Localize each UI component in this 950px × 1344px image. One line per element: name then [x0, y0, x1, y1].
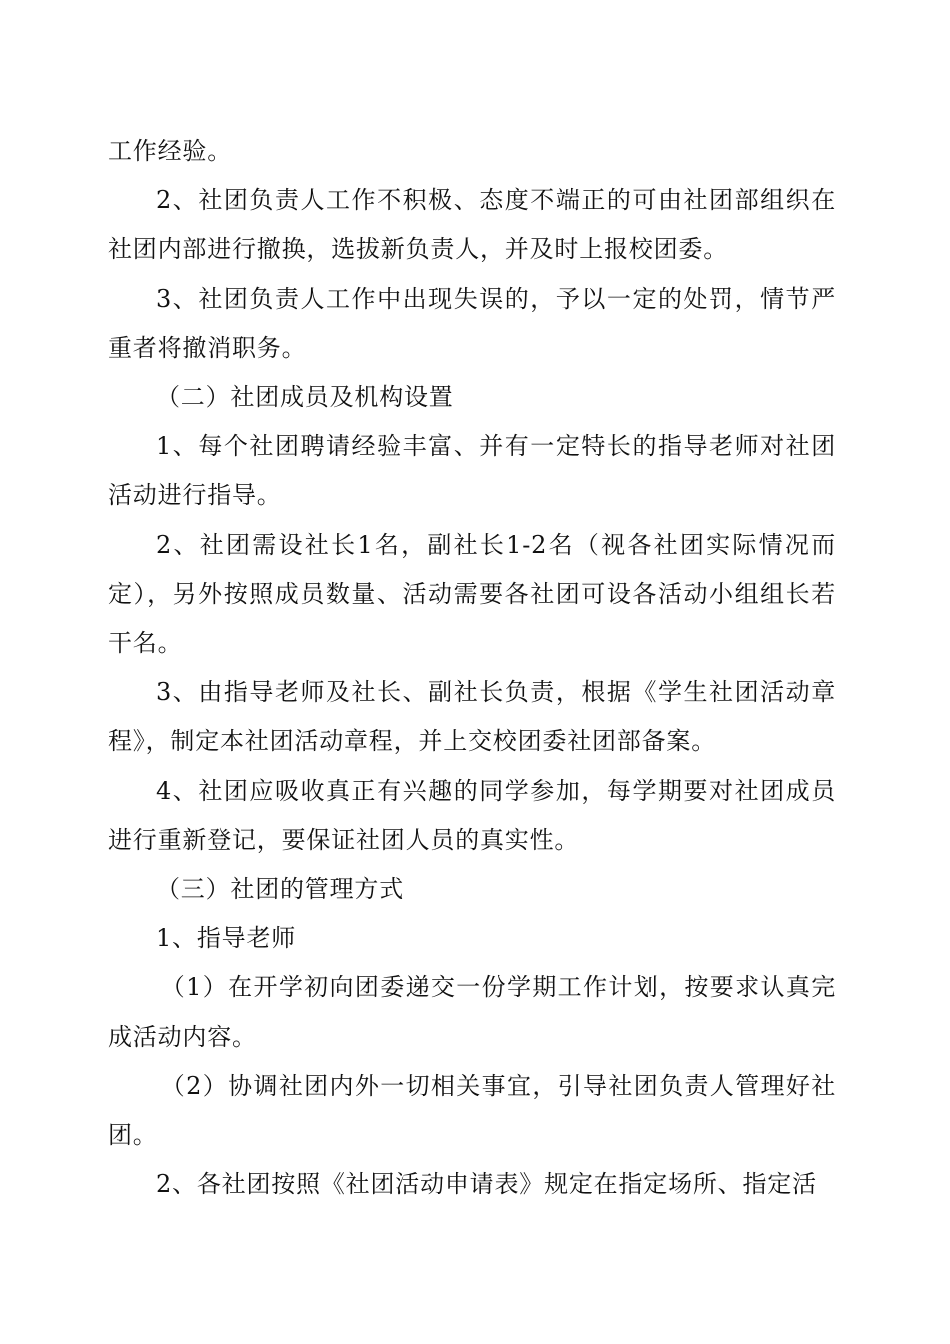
- paragraph-work-plan: （1）在开学初向团委递交一份学期工作计划，按要求认真完成活动内容。: [108, 973, 836, 1051]
- paragraph-president: 2、社团需设社长1名，副社长1-2名（视各社团实际情况而定），另外按照成员数量、活动需要各社团可设各活动小组组长若干名。: [108, 530, 836, 658]
- paragraph-continuation: 工作经验。: [108, 137, 232, 165]
- paragraph-activity-location: 2、各社团按照《社团活动申请表》规定在指定场所、指定活: [156, 1170, 817, 1199]
- paragraph-recruitment: 4、社团应吸收真正有兴趣的同学参加，每学期要对社团成员进行重新登记，要保证社团人员的真实性。: [108, 776, 836, 854]
- section-heading-management: （三）社团的管理方式: [156, 875, 404, 904]
- paragraph-leader-penalty: 3、社团负责人工作中出现失误的，予以一定的处罚，情节严重者将撤消职务。: [108, 284, 836, 362]
- paragraph-coordination: （2）协调社团内外一切相关事宜，引导社团负责人管理好社团。: [108, 1071, 836, 1150]
- section-heading-members: （二）社团成员及机构设置: [156, 383, 454, 412]
- paragraph-advisor: 1、每个社团聘请经验丰富、并有一定特长的指导老师对社团活动进行指导。: [108, 432, 836, 510]
- subheading-advisor: 1、指导老师: [156, 924, 297, 953]
- paragraph-charter: 3、由指导老师及社长、副社长负责，根据《学生社团活动章程》，制定本社团活动章程，并上交校团委社团部备案。: [108, 678, 836, 756]
- paragraph-leader-replacement: 2、社团负责人工作不积极、态度不端正的可由社团部组织在社团内部进行撤换，选拔新负责人，并及时上报校团委。: [108, 186, 836, 264]
- document-body: [108, 127, 836, 1209]
